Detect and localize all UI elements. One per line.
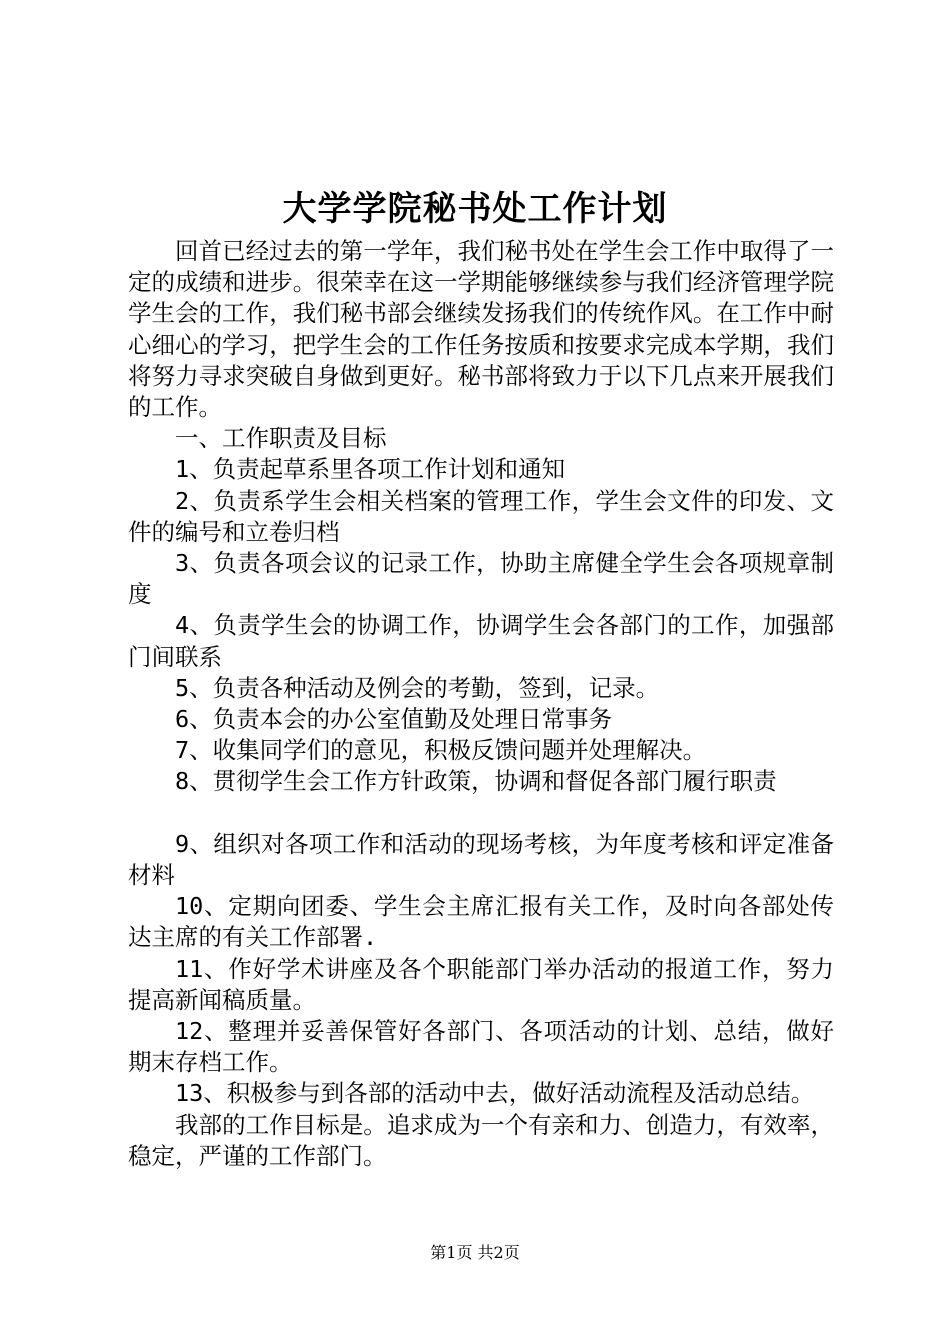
list-item: 11、作好学术讲座及各个职能部门举办活动的报道工作，努力提高新闻稿质量。 (128, 954, 834, 1014)
document-title: 大学学院秘书处工作计划 (282, 189, 668, 229)
page-number-footer: 第1页 共2页 (430, 1243, 520, 1262)
list-item: 5、负责各种活动及例会的考勤，签到，记录。 (175, 673, 660, 702)
list-item: 6、负责本会的办公室值勤及处理日常事务 (175, 705, 613, 734)
list-item: 7、收集同学们的意见，积极反馈问题并处理解决。 (175, 736, 707, 765)
list-item: 2、负责系学生会相关档案的管理工作，学生会文件的印发、文件的编号和立卷归档 (128, 486, 834, 546)
list-item: 4、负责学生会的协调工作，协调学生会各部门的工作，加强部门间联系 (128, 611, 834, 671)
list-item: 1、负责起草系里各项工作计划和通知 (175, 455, 566, 484)
goal-paragraph: 我部的工作目标是。追求成为一个有亲和力、创造力，有效率，稳定，严谨的工作部门。 (128, 1110, 834, 1170)
list-item: 12、整理并妥善保管好各部门、各项活动的计划、总结，做好期末存档工作。 (128, 1017, 834, 1077)
list-item: 13、积极参与到各部的活动中去，做好活动流程及活动总结。 (175, 1079, 815, 1108)
list-item: 3、负责各项会议的记录工作，协助主席健全学生会各项规章制度 (128, 549, 834, 609)
list-item: 10、定期向团委、学生会主席汇报有关工作，及时向各部处传达主席的有关工作部署. (128, 892, 834, 952)
blank-line (128, 798, 834, 829)
document-body (128, 236, 834, 1172)
section-heading: 一、工作职责及目标 (175, 424, 387, 453)
list-item: 8、贯彻学生会工作方针政策，协调和督促各部门履行职责 (175, 767, 777, 796)
list-item: 9、组织对各项工作和活动的现场考核，为年度考核和评定准备材料 (128, 829, 834, 890)
intro-paragraph: 回首已经过去的第一学年，我们秘书处在学生会工作中取得了一定的成绩和进步。很荣幸在这一学期能够继续参与我们经济管理学院学生会的工作，我们秘书部会继续发扬我们的传统作风。在工作中耐心细心的学习，把学生会的工作任务按质和按要求完成本学期，我们将努力寻求突破自身做到更好。秘书部将致力于以下几点来开展我们的工作。 (128, 237, 834, 422)
